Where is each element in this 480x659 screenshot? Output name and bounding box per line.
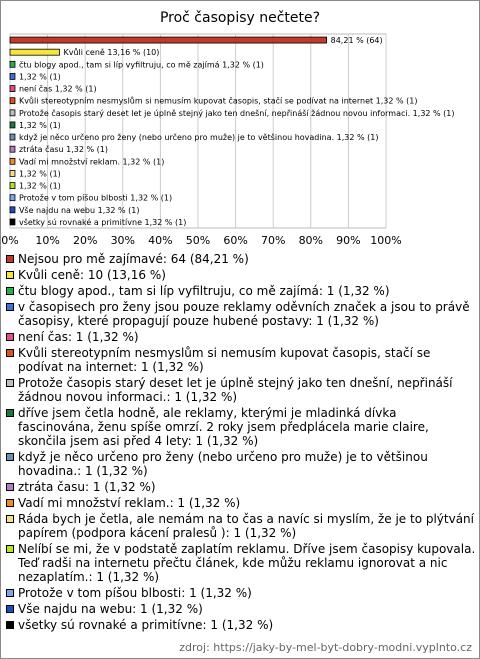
legend-item <box>6 346 476 374</box>
x-tick-label: 50% <box>185 234 211 247</box>
legend-swatch <box>6 589 14 597</box>
bar[interactable] <box>10 110 15 116</box>
legend-swatch <box>6 333 14 341</box>
legend-swatch <box>6 453 14 461</box>
legend-item <box>6 450 476 478</box>
legend-label: Protože časopis starý deset let je úplně stejný jako ten dnešní, nepřináší žádnou novou informaci.: 1 (1,32 %) <box>18 376 453 404</box>
x-tick-label: 70% <box>260 234 286 247</box>
legend-label: všetky sú rovnaké a primitívne: 1 (1,32 %) <box>18 618 274 632</box>
legend-label: Ráda bych je četla, ale nemám na to čas a navíc si myslím, že je to plýtvání papírem (podpora kácení pralesů ): 1 (1,32 %) <box>18 512 474 540</box>
x-tick-label: 60% <box>223 234 248 247</box>
legend-item <box>6 496 476 510</box>
bar[interactable] <box>10 158 15 164</box>
legend-item <box>6 300 476 328</box>
legend-swatch <box>6 379 14 387</box>
bar[interactable] <box>10 73 15 79</box>
bar[interactable] <box>10 134 15 140</box>
bar-data-label: 84,21 % (64) <box>330 36 383 46</box>
legend-label: čtu blogy apod., tam si líp vyfiltruju, co mě zajímá: 1 (1,32 %) <box>18 284 390 298</box>
chart-legend <box>6 252 476 634</box>
legend-label: Kvůli stereotypním nesmyslům si nemusím kupovat časopis, stačí se podívat na internet: 1 (1,32 %) <box>18 346 431 374</box>
legend-swatch <box>6 303 14 311</box>
legend-item <box>6 406 476 448</box>
legend-label: v časopisech pro ženy jsou pouze reklamy oděvních značek a jsou to právě časopisy, které propagují pouze hubené postavy: 1 (1,32 %) <box>18 300 470 328</box>
x-tick-label: 0% <box>1 234 19 247</box>
bar-data-label: když je něco určeno pro ženy (nebo určeno pro muže) je to většinou hovadina. 1,32 % (1) <box>18 133 379 143</box>
legend-item <box>6 512 476 540</box>
bar[interactable] <box>10 183 15 189</box>
legend-swatch <box>6 515 14 523</box>
legend-item <box>6 376 476 404</box>
legend-swatch <box>6 499 14 507</box>
bar-data-label: ztráta času 1,32 % (1) <box>18 145 108 155</box>
bar-data-label: 1,32 % (1) <box>18 169 61 179</box>
x-tick-label: 20% <box>72 234 98 247</box>
legend-swatch <box>6 349 14 357</box>
legend-label: není čas: 1 (1,32 %) <box>18 330 139 344</box>
bar[interactable] <box>10 86 15 92</box>
legend-label: Kvůli ceně: 10 (13,16 %) <box>18 268 166 282</box>
source-credit: zdroj: https://jaky-by-mel-byt-dobry-modni.vyplnto.cz <box>179 641 472 654</box>
bar-data-label: Vše najdu na webu 1,32 % (1) <box>18 205 140 215</box>
bar[interactable] <box>10 49 59 55</box>
legend-item <box>6 284 476 298</box>
legend-item <box>6 252 476 266</box>
legend-label: když je něco určeno pro ženy (nebo určeno pro muže) je to většinou hovadina.: 1 (1,32 %) <box>18 450 428 478</box>
legend-item <box>6 586 476 600</box>
chart-title: Proč časopisy nečtete? <box>159 10 321 26</box>
x-tick-label: 30% <box>110 234 136 247</box>
x-tick-label: 10% <box>35 234 60 247</box>
legend-label: Nelíbí se mi, že v podstatě zaplatím reklamu. Dříve jsem časopisy kupovala. Teď radši na internetu přečtu článek, kde můžu reklamu ignorovat a nic nezaplatím.: 1 (1,32 %) <box>18 542 476 584</box>
legend-label: Vadí mi množství reklam.: 1 (1,32 %) <box>18 496 241 510</box>
bar[interactable] <box>10 146 15 152</box>
legend-swatch <box>6 409 14 417</box>
bar-data-label: Protože v tom píšou blbosti 1,32 % (1) <box>18 193 173 203</box>
legend-swatch <box>6 255 14 263</box>
legend-item <box>6 330 476 344</box>
legend-item <box>6 618 476 632</box>
legend-swatch <box>6 271 14 279</box>
bar-chart <box>0 0 480 250</box>
bar-data-label: Vadí mi množství reklam. 1,32 % (1) <box>18 157 165 167</box>
x-tick-label: 90% <box>336 234 361 247</box>
legend-label: dříve jsem četla hodně, ale reklamy, kterými je mladinká dívka fascinována, ženu spíše omrzí. 2 roky jsem předplácela marie claire, skončila jsem asi před 4 lety: 1 (1,32 %) <box>18 406 429 448</box>
bar[interactable] <box>10 207 15 213</box>
bar-data-label: čtu blogy apod., tam si líp vyfiltruju, co mě zajímá 1,32 % (1) <box>18 60 264 70</box>
bar[interactable] <box>10 170 15 176</box>
bar[interactable] <box>10 122 15 128</box>
legend-label: ztráta času: 1 (1,32 %) <box>18 480 156 494</box>
bar-data-label: Kvůli stereotypním nesmyslům si nemusím kupovat časopis, stačí se podívat na internet 1,32 % (1) <box>18 96 418 106</box>
legend-label: Nejsou pro mě zajímavé: 64 (84,21 %) <box>18 252 249 266</box>
bar-data-label: 1,32 % (1) <box>18 72 61 82</box>
legend-swatch <box>6 287 14 295</box>
legend-item <box>6 268 476 282</box>
legend-swatch <box>6 621 14 629</box>
legend-swatch <box>6 605 14 613</box>
x-tick-label: 100% <box>370 234 402 247</box>
bar-data-label: 1,32 % (1) <box>18 181 61 191</box>
bar[interactable] <box>10 37 327 43</box>
legend-label: Vše najdu na webu: 1 (1,32 %) <box>18 602 203 616</box>
x-tick-label: 40% <box>148 234 173 247</box>
legend-swatch <box>6 483 14 491</box>
legend-item <box>6 602 476 616</box>
bar-data-label: 1,32 % (1) <box>18 120 61 130</box>
bar[interactable] <box>10 98 15 104</box>
bar-data-label: Kvůli ceně 13,16 % (10) <box>63 48 160 58</box>
bar[interactable] <box>10 61 15 67</box>
bar[interactable] <box>10 219 15 225</box>
legend-item <box>6 480 476 494</box>
legend-item <box>6 542 476 584</box>
legend-label: Protože v tom píšou blbosti: 1 (1,32 %) <box>18 586 252 600</box>
bar[interactable] <box>10 195 15 201</box>
bar-data-label: všetky sú rovnaké a primitívne 1,32 % (1) <box>18 217 187 227</box>
bar-data-label: Protože časopis starý deset let je úplně stejný jako ten dnešní, nepřináší žádnou novou informaci. 1,32 % (1) <box>18 108 455 118</box>
bar-data-label: není čas 1,32 % (1) <box>18 84 97 94</box>
legend-swatch <box>6 545 14 553</box>
x-tick-label: 80% <box>298 234 324 247</box>
